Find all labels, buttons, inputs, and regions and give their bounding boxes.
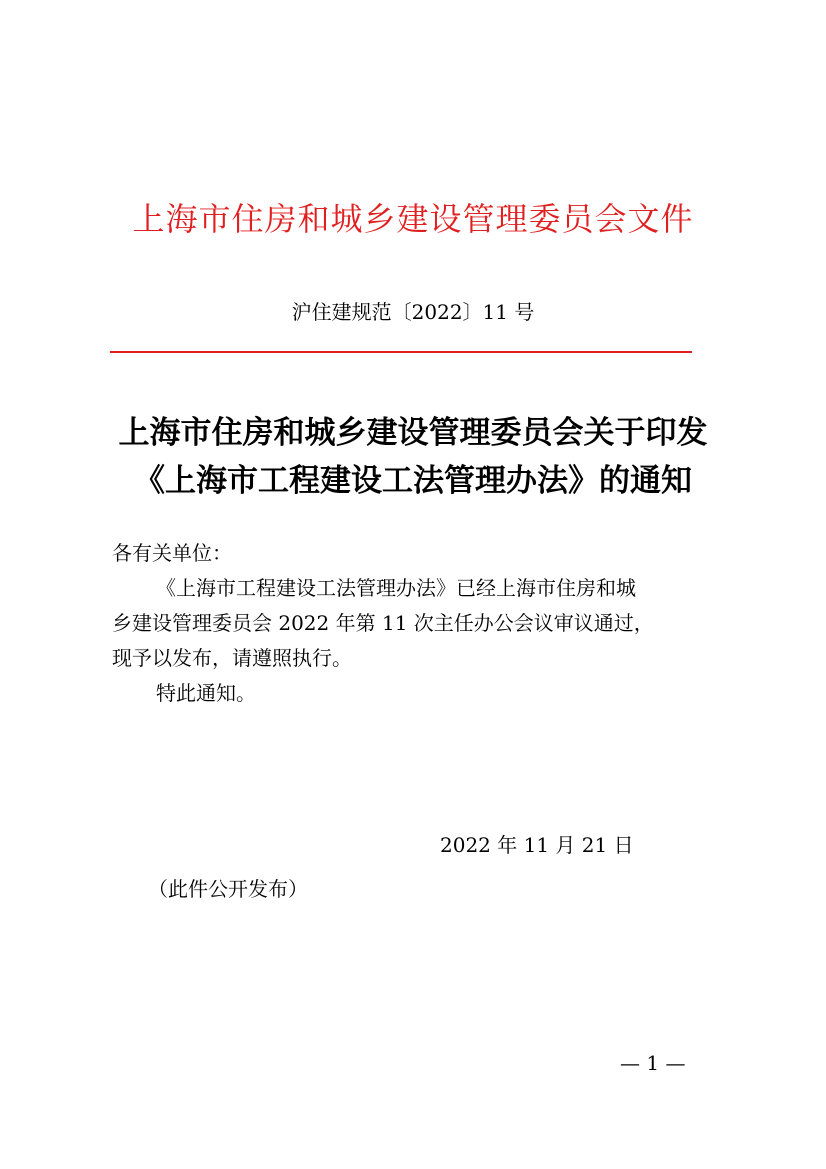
closing-line: 特此通知。 — [156, 681, 256, 705]
paragraph-line: 乡建设管理委员会 2022 年第 11 次主任办公会议审议通过， — [112, 611, 654, 635]
issuing-authority-title: 上海市住房和城乡建设管理委员会文件 — [132, 200, 694, 238]
public-release-note: （此件公开发布） — [148, 877, 308, 901]
red-header-rule — [110, 351, 692, 353]
document-title-line-2: 《上海市工程建设工法管理办法》的通知 — [134, 463, 692, 499]
salutation: 各有关单位： — [112, 541, 232, 565]
document-title-line-1: 上海市住房和城乡建设管理委员会关于印发 — [118, 415, 708, 451]
document-body — [112, 536, 716, 711]
document-title — [60, 409, 766, 505]
document-number: 沪住建规范〔2022〕11 号 — [291, 300, 535, 324]
page-number: — 1 — — [620, 1051, 686, 1075]
paragraph-line: 现予以发布，请遵照执行。 — [112, 646, 352, 670]
paragraph-line: 《上海市工程建设工法管理办法》已经上海市住房和城 — [156, 576, 636, 600]
issue-date: 2022 年 11 月 21 日 — [440, 833, 634, 857]
